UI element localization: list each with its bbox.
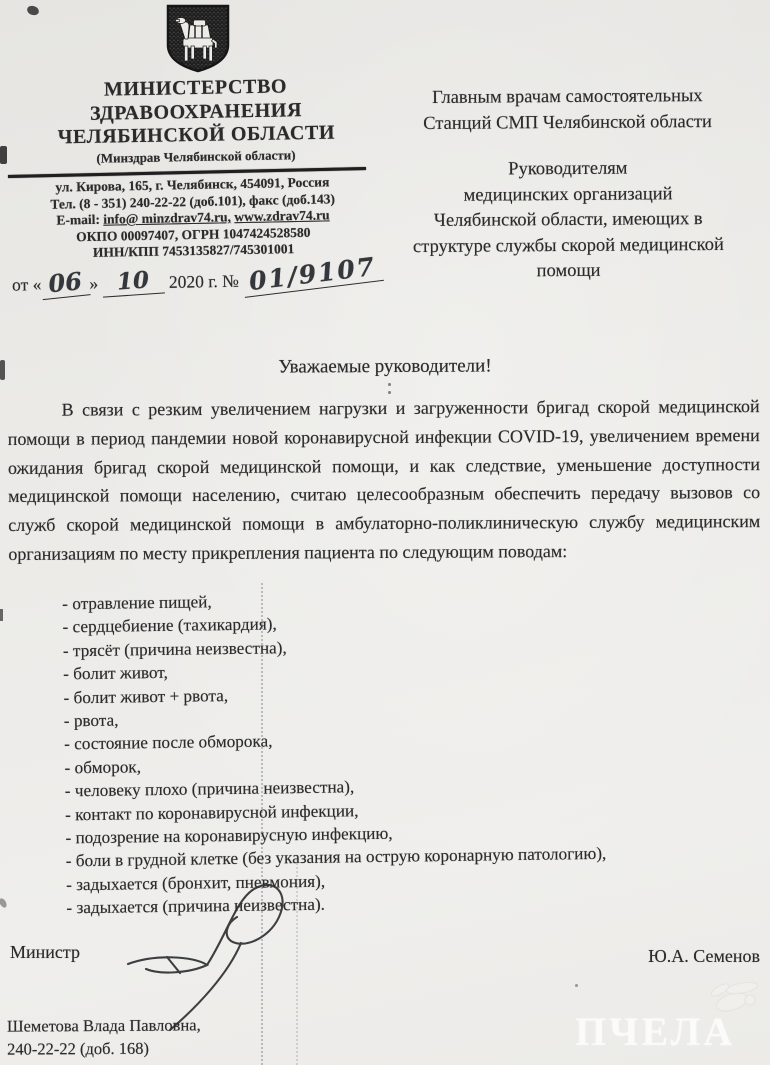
salutation: Уважаемые руководители!	[278, 355, 492, 378]
addressee-gap	[372, 135, 764, 159]
reason-item: - боли в грудной клетке (без указания на острую коронарную патологию),	[65, 844, 607, 871]
org-contacts-block	[0, 173, 387, 263]
reason-item: - задыхается (причина неизвестна).	[66, 894, 326, 918]
fold-line	[261, 583, 263, 1065]
date-close-quote: »	[89, 273, 99, 294]
addressee-line: Руководителям	[508, 158, 628, 180]
org-inn-kpp: ИНН/КПП 7453135827/745301001	[92, 241, 295, 261]
scan-speck	[0, 897, 8, 909]
handwritten-day: 06	[40, 265, 91, 300]
org-phone: Тел. (8 - 351) 240-22-22 (доб.101), факс (доб.143)	[50, 190, 336, 212]
executor-phone: 240-22-22 (доб. 168)	[7, 1038, 150, 1059]
reason-item: - обморок,	[64, 757, 142, 778]
addressee-block	[371, 84, 764, 286]
reason-item: - трясёт (причина неизвестна),	[62, 638, 287, 661]
fold-line	[296, 855, 298, 1065]
addressee-line: Челябинской области, имеющих в	[433, 209, 703, 231]
addressee-line: медицинских организаций	[463, 183, 673, 206]
scan-speck	[388, 383, 391, 386]
org-name	[0, 74, 393, 151]
coat-of-arms-camel-icon	[165, 3, 231, 73]
handwritten-month: 10	[102, 265, 166, 297]
org-okpo-ogrn: ОКПО 00097407, ОГРН 1047424528580	[75, 224, 311, 245]
reason-item: - задыхается (бронхит, пневмония),	[66, 871, 326, 895]
email-label: E-mail:	[56, 211, 101, 228]
scan-speck	[26, 4, 40, 16]
reason-item: - сердцебиение (тахикардия),	[62, 614, 277, 637]
scan-speck	[575, 984, 578, 987]
reason-item: - человеку плохо (причина неизвестна),	[64, 777, 355, 801]
handwritten-outgoing-number: 01/9107	[242, 251, 385, 298]
reasons-list	[62, 583, 767, 920]
org-name-line: ЗДРАВООХРАНЕНИЯ	[89, 98, 303, 125]
bee-icon	[698, 978, 770, 1014]
scan-speck	[0, 360, 5, 380]
org-website: www.zdrav74.ru	[234, 207, 330, 225]
signer-name: Ю.А. Семенов	[648, 946, 760, 966]
reason-item: - подозрение на коронавирусную инфекцию,	[65, 823, 393, 848]
addressee-line: структуре службы скорой медицинской	[412, 234, 724, 257]
addressee-line: помощи	[536, 260, 601, 282]
org-email: info@ minzdrav74.ru,	[103, 209, 232, 227]
watermark-text: ПЧЕЛА	[575, 1009, 736, 1054]
reason-item: - состояние после обморока,	[64, 731, 273, 754]
reason-item: - контакт по коронавирусной инфекции,	[65, 800, 359, 824]
org-short-name: (Минздрав Челябинской области)	[96, 147, 296, 166]
addressee-line: Станций СМП Челябинской области	[423, 111, 712, 134]
reason-item: - рвота,	[63, 710, 119, 731]
minister-title: Министр	[10, 942, 80, 962]
org-name-line: МИНИСТЕРСТВО	[103, 75, 288, 101]
body-paragraph: В связи с резким увеличением нагрузки и загруженности бригад скорой медицинской помощи в период пандемии новой коронавирусной инфекции COVID-19, увеличением времени ожидания бригад скорой медицинской помощи, и как следствие, уменьшение доступности медицинской помощи населению, считаю целесообразным обеспечить передачу вызовов со служб скорой медицинской помощи в амбулаторно-поликлиническую службу медицинским организациям по месту прикрепления пациента по следующим поводам:	[7, 396, 761, 564]
year-and-number-label: 2020 г. №	[168, 270, 240, 292]
reason-item: - болит живот + рвота,	[63, 685, 229, 707]
scan-speck	[0, 609, 3, 621]
org-address: ул. Кирова, 165, г. Челябинск, 454091, Россия	[55, 174, 330, 195]
date-prefix: от «	[11, 274, 42, 295]
executor-block	[7, 1013, 201, 1060]
scan-speck	[0, 146, 7, 164]
org-name-line: ЧЕЛЯБИНСКОЙ ОБЛАСТИ	[57, 121, 336, 149]
addressee-line: Главным врачам самостоятельных	[432, 86, 703, 108]
executor-name: Шеметова Влада Павловна,	[6, 1015, 201, 1036]
reason-item: - болит живот,	[63, 663, 169, 684]
reason-item: - отравление пищей,	[62, 592, 212, 614]
